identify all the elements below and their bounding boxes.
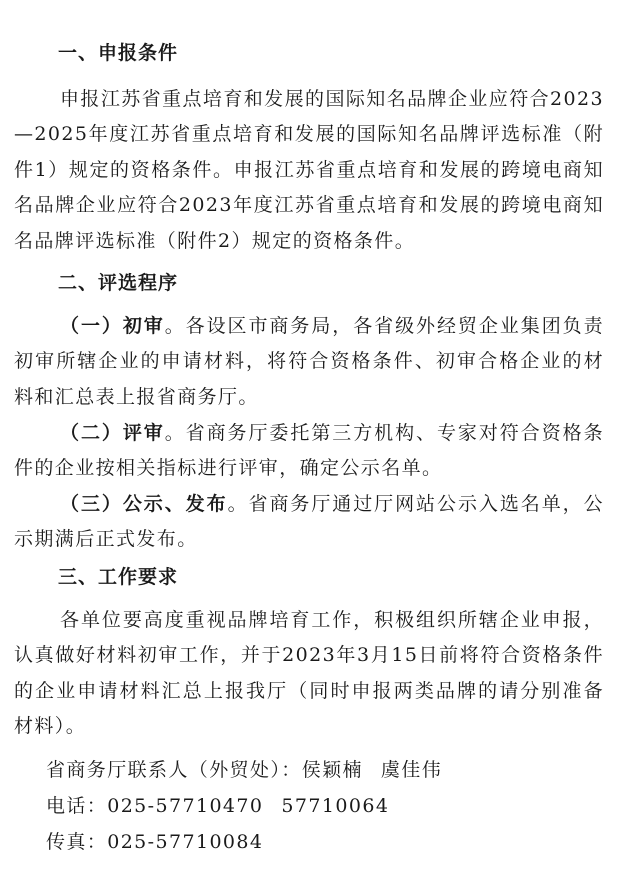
- section-paragraph-work-requirements: 各单位要高度重视品牌培育工作，积极组织所辖企业申报，认真做好材料初审工作，并于2023年3月15日前将符合资格条件的企业申请材料汇总上报我厅（同时申报两类品牌的请分别准备材料）。: [14, 609, 604, 738]
- fax-label: 传真：: [46, 831, 108, 853]
- phone-line: [46, 793, 389, 819]
- section-heading-requirements: 一、申报条件: [58, 42, 179, 64]
- section-heading-procedure: 二、评选程序: [58, 272, 179, 294]
- step-title: （二）评审: [60, 422, 165, 444]
- procedure-step-1: [14, 309, 604, 415]
- procedure-step-3: [14, 487, 604, 558]
- contact-person: 虞佳伟: [380, 759, 443, 781]
- step-title: （三）公示、发布: [60, 493, 228, 515]
- contact-person: 侯颖楠: [301, 759, 363, 781]
- step-text: 。各设区市商务局，各省级外经贸企业集团负责初审所辖企业的申请材料，将符合资格条件、初审合格企业的材料和汇总表上报省商务厅。: [14, 315, 604, 408]
- fax-number: 025-57710084: [107, 831, 264, 853]
- step-text: 。省商务厅通过厅网站公示入选名单，公示期满后正式发布。: [14, 493, 605, 551]
- contact-persons-line: [46, 757, 442, 783]
- procedure-step-2: [14, 416, 604, 487]
- section-paragraph-requirements: 申报江苏省重点培育和发展的国际知名品牌企业应符合2023—2025年度江苏省重点培育和发展的国际知名品牌评选标准（附件1）规定的资格条件。申报江苏省重点培育和发展的跨境电商知名品牌企业应符合2023年度江苏省重点培育和发展的跨境电商知名品牌评选标准（附件2）规定的资格条件。: [14, 88, 604, 252]
- phone-label: 电话：: [46, 795, 108, 817]
- step-text: 。省商务厅委托第三方机构、专家对符合资格条件的企业按相关指标进行评审，确定公示名单。: [14, 422, 604, 480]
- phone-number: 025-57710470: [107, 795, 264, 817]
- phone-number: 57710064: [281, 795, 390, 817]
- step-title: （一）初审: [60, 315, 165, 337]
- fax-line: [46, 829, 263, 855]
- contact-label: 省商务厅联系人（外贸处）：: [46, 759, 302, 781]
- section-heading-work-requirements: 三、工作要求: [58, 566, 179, 588]
